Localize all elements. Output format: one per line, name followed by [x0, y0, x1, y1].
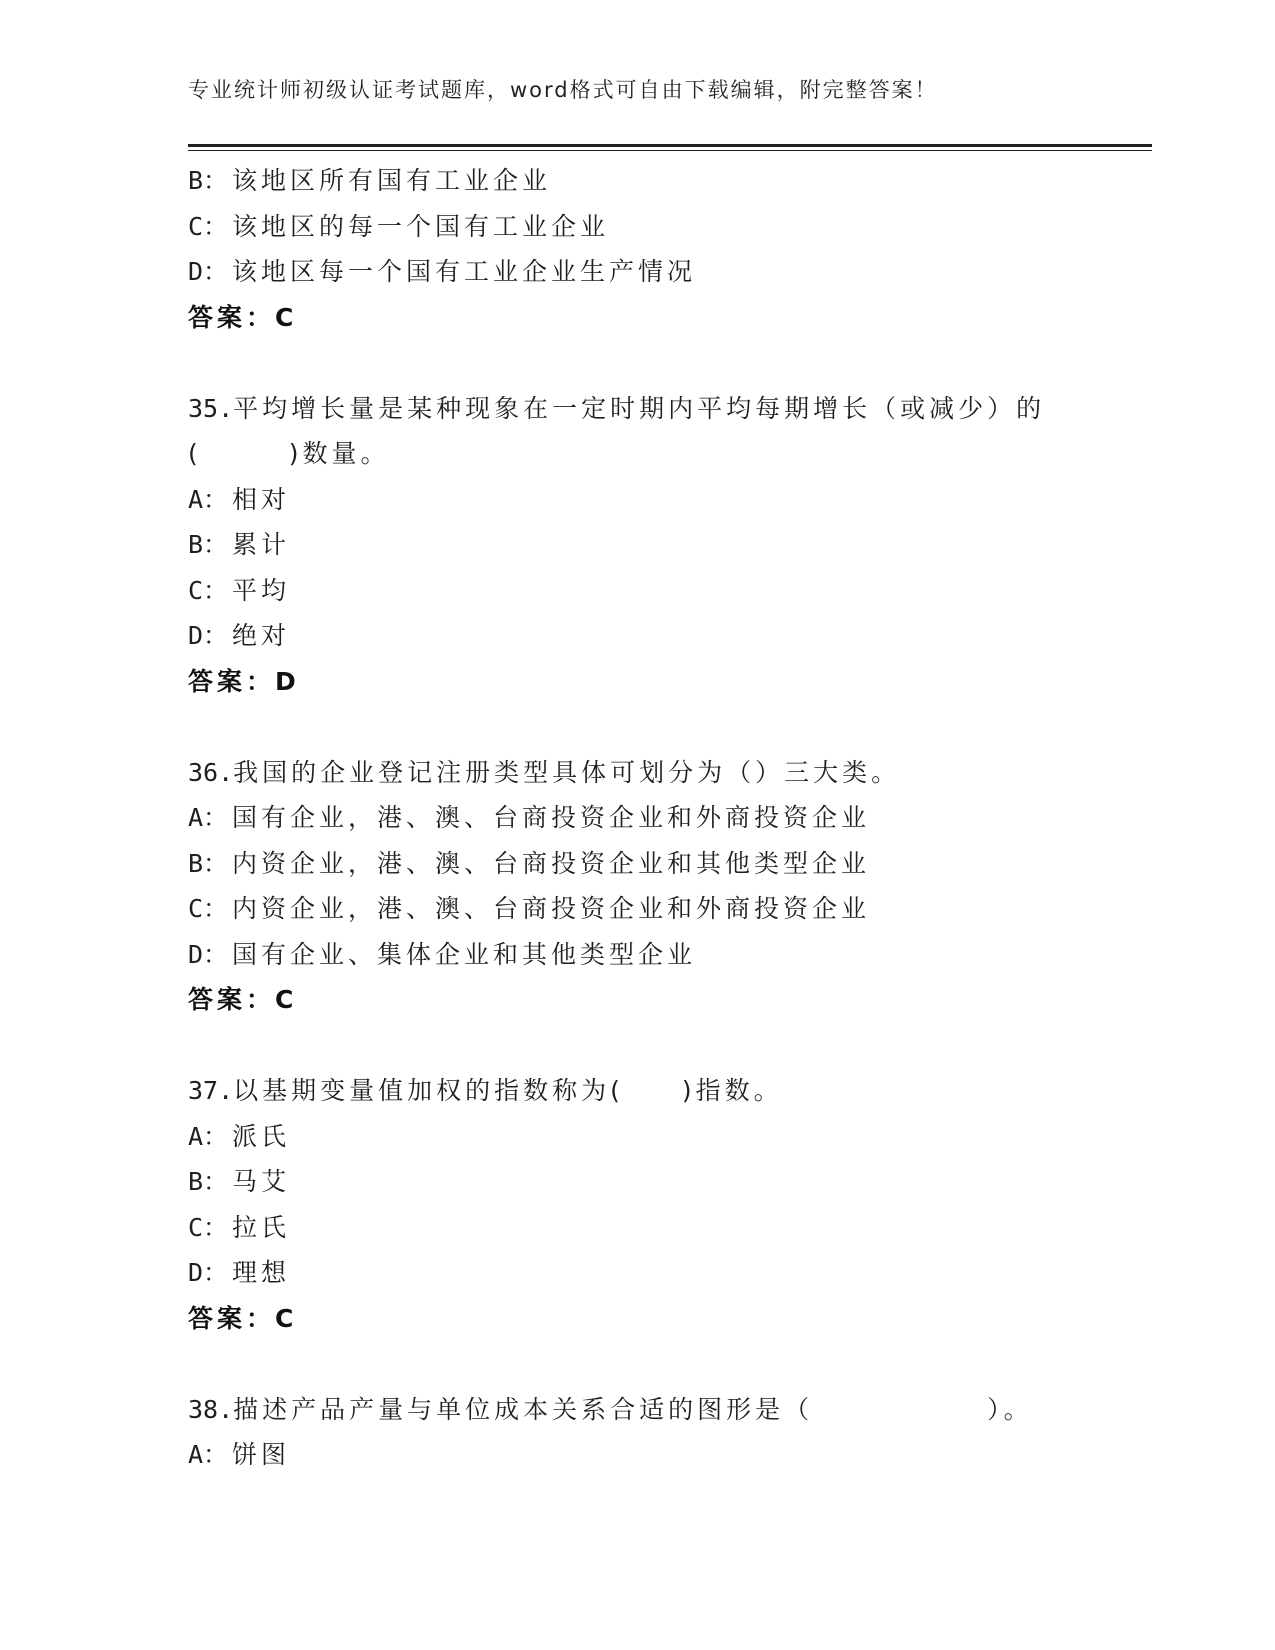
answer: 答案：C [188, 302, 298, 332]
option-c: C： 该地区的每一个国有工业企业 [188, 211, 610, 241]
spacer [188, 704, 1148, 750]
option-d: D： 国有企业、集体企业和其他类型企业 [188, 939, 697, 969]
page-header: 专业统计师初级认证考试题库，word格式可自由下载编辑，附完整答案！ [188, 78, 938, 102]
question-stem-continued: ( )数量。 [188, 439, 390, 468]
option-a: A： 相对 [188, 484, 291, 514]
answer: 答案：C [188, 985, 298, 1014]
option-d: D： 理想 [188, 1258, 291, 1287]
option-a: A： 派氏 [188, 1121, 291, 1151]
spacer [188, 1341, 1148, 1387]
question-37 [188, 1068, 1148, 1341]
question-35 [188, 386, 1148, 705]
question-36 [188, 750, 1148, 1023]
option-a: A： 国有企业，港、澳、台商投资企业和外商投资企业 [188, 803, 871, 832]
option-b: B： 该地区所有国有工业企业 [188, 166, 552, 195]
option-b: B： 马艾 [188, 1167, 291, 1196]
option-c: C： 内资企业，港、澳、台商投资企业和外商投资企业 [188, 894, 871, 923]
header-rule-thin [188, 150, 1152, 151]
prev-question [188, 158, 1148, 340]
header-rule-thick [188, 144, 1152, 147]
question-38 [188, 1387, 1148, 1478]
answer: 答案：C [188, 1303, 298, 1333]
question-list [188, 158, 1148, 1478]
question-stem: 36.我国的企业登记注册类型具体可划分为（）三大类。 [188, 757, 901, 787]
option-d: D： 绝对 [188, 621, 291, 650]
option-b: B： 内资企业，港、澳、台商投资企业和其他类型企业 [188, 848, 871, 878]
question-stem: 35.平均增长量是某种现象在一定时期内平均每期增长（或减少）的 [188, 393, 1046, 423]
option-c: C： 拉氏 [188, 1212, 291, 1242]
option-a: A： 饼图 [188, 1440, 291, 1469]
question-stem: 38.描述产品产量与单位成本关系合适的图形是（ ）。 [188, 1394, 1033, 1424]
spacer [188, 340, 1148, 386]
spacer [188, 1023, 1148, 1069]
option-b: B： 累计 [188, 530, 291, 559]
option-d: D： 该地区每一个国有工业企业生产情况 [188, 257, 697, 286]
question-stem: 37.以基期变量值加权的指数称为( )指数。 [188, 1076, 783, 1105]
option-c: C： 平均 [188, 575, 291, 605]
answer: 答案：D [188, 666, 300, 696]
